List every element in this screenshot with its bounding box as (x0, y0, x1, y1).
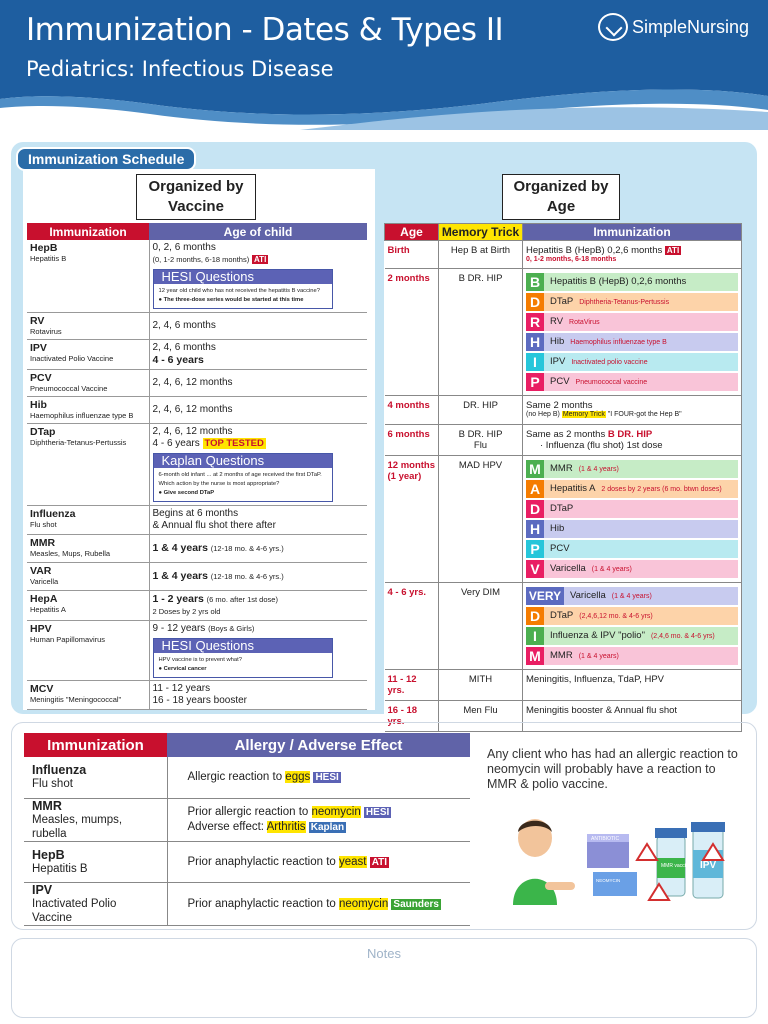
age-label: Birth (385, 241, 439, 269)
letter-row-text (544, 273, 738, 291)
vaccine-letter-row (526, 607, 738, 625)
vaccine-letter-row (526, 627, 738, 645)
vaccine-label: Hib (550, 523, 565, 534)
vaccine-sublabel: Diphtheria-Tetanus-Pertussis (579, 299, 670, 306)
age-schedule-2: 4 - 6 years (152, 437, 200, 449)
age-note: (6 mo. after 1st dose) (206, 594, 278, 604)
vaccine-name: MMR (30, 536, 56, 549)
vaccine-sublabel: (1 & 4 years) (591, 566, 632, 573)
mnemonic-letter: I (526, 627, 544, 645)
memory-trick: B DR. HIP (439, 269, 523, 396)
vaccine-letter-row (526, 647, 738, 665)
neomycin-box-icon (593, 872, 637, 896)
notes-area[interactable] (11, 938, 757, 1018)
table-row (385, 241, 742, 269)
organized-by-vaccine-heading: Organized by Vaccine (136, 174, 256, 220)
vaccine-desc: Haemophilus influenzae type B (30, 410, 134, 420)
col-immunization: Immunization (523, 224, 742, 241)
vaccine-letter-row (526, 560, 738, 578)
vaccine-label: Hib (550, 336, 565, 347)
vaccine-desc: Inactivated Polio Vaccine (32, 897, 117, 924)
age-schedule: 0, 2, 6 months (152, 242, 216, 253)
col-allergy: Allergy / Adverse Effect (167, 733, 470, 757)
letter-row-text (544, 293, 738, 311)
mnemonic-letter: P (526, 373, 544, 391)
vaccine-letter-row (526, 540, 738, 558)
memory-trick: Men Flu (439, 701, 523, 732)
table-row (24, 882, 470, 925)
vaccine-letter-row (526, 587, 738, 605)
allergen: eggs (285, 771, 311, 784)
mnemonic-letter: H (526, 520, 544, 538)
question-title: HESI Questions (154, 270, 332, 284)
mnemonic-letter: VERY (526, 587, 564, 605)
allergy-text: Prior anaphylactic reaction to (187, 897, 339, 910)
vaccine-label: Varicella (550, 563, 586, 574)
mnemonic-letter: P (526, 540, 544, 558)
vaccine-sublabel: Pneumococcal vaccine (575, 379, 648, 386)
table-row (385, 269, 742, 396)
allergen: neomycin (311, 805, 361, 818)
age-schedule: 2, 4, 6, 12 months (152, 425, 233, 437)
vaccine-desc: Pneumococcal Vaccine (30, 383, 108, 393)
sick-child-icon (513, 819, 575, 905)
letter-row-text (544, 333, 738, 351)
table-row (27, 312, 367, 339)
vaccine-label: DTaP (550, 296, 574, 307)
age-schedule: 1 & 4 years (152, 569, 208, 582)
allergy-text: Allergic reaction to (187, 771, 286, 784)
hesi-question-box (153, 269, 333, 309)
page-subtitle: Pediatrics: Infectious Disease (26, 57, 334, 81)
table-row (385, 396, 742, 425)
source-tag: ATI (371, 856, 388, 868)
question-text: 12 year old child who has not received the hepatitis B vaccine? (158, 288, 320, 294)
age-schedule: Begins at 6 months (152, 507, 239, 519)
mnemonic-letter: D (526, 500, 544, 518)
flu-dose-text: · Influenza (flu shot) 1st dose (540, 440, 663, 451)
vaccine-desc: Flu shot (32, 778, 73, 791)
vaccine-desc: Inactivated Polio Vaccine (30, 353, 114, 363)
age-label: 6 months (385, 425, 439, 456)
age-label: 4 months (385, 396, 439, 425)
vial-label: IPV (700, 860, 717, 871)
vaccine-name: HepB (30, 242, 58, 254)
vaccine-label: Influenza & IPV "polio" (550, 630, 645, 641)
vaccine-letter-row (526, 293, 738, 311)
letter-list-12m (523, 456, 742, 583)
vaccine-name: Influenza (30, 507, 76, 520)
mnemonic-letter: D (526, 293, 544, 311)
vaccine-letter-row (526, 460, 738, 478)
adverse-text: Adverse effect: (187, 820, 267, 833)
question-title: HESI Questions (154, 639, 332, 653)
immunization-text: Meningitis booster & Annual flu shot (523, 701, 742, 732)
vaccine-name: HepA (30, 592, 58, 605)
source-tag: HESI (365, 806, 390, 818)
immunization-text: Hepatitis B (HepB) 0,2,6 months (526, 245, 663, 256)
mnemonic-letter: V (526, 560, 544, 578)
organized-by-age-heading: Organized by Age (502, 174, 620, 220)
vaccine-letter-row (526, 273, 738, 291)
vaccine-desc: Human Papillomavirus (30, 634, 106, 644)
age-schedule-2: & Annual flu shot there after (152, 519, 276, 531)
col-memory-trick: Memory Trick (439, 224, 523, 241)
brand-name: SimpleNursing (632, 16, 750, 37)
age-label: 12 months (1 year) (385, 456, 439, 583)
letter-row-text (544, 460, 738, 478)
letter-row-text (544, 353, 738, 371)
stethoscope-heart-icon (598, 13, 628, 41)
vaccine-sublabel: RotaVirus (569, 319, 600, 326)
vial-label: MMR vaccine (661, 863, 692, 869)
table-row (27, 680, 367, 709)
vaccine-sublabel: (1 & 4 years) (578, 653, 619, 660)
mnemonic-letter: A (526, 480, 544, 498)
header-banner (0, 0, 768, 130)
letter-row-text (544, 520, 738, 538)
table-row (24, 757, 470, 798)
vaccine-desc: Rotavirus (30, 326, 62, 336)
letter-row-text (544, 500, 738, 518)
letter-row-text (544, 373, 738, 391)
table-row (27, 423, 367, 505)
vaccine-name: VAR (30, 564, 52, 577)
vaccine-sublabel: (2,4,6,12 mo. & 4-6 yrs) (579, 613, 653, 620)
age-schedule: 2, 4, 6 months (149, 312, 367, 339)
letter-row-text (544, 560, 738, 578)
age-note: (Boys & Girls) (208, 623, 255, 633)
vaccine-sublabel: (1 & 4 years) (578, 466, 619, 473)
allergen: yeast (339, 855, 367, 868)
mnemonic-letter: M (526, 460, 544, 478)
vaccine-label: Varicella (570, 590, 606, 601)
memory-trick: MITH (439, 670, 523, 701)
question-text: HPV vaccine is to prevent what? (158, 656, 242, 663)
memory-trick-tag: Memory Trick (562, 411, 605, 418)
age-schedule: 2, 4, 6, 12 months (149, 396, 367, 423)
age-schedule-2: 16 - 18 years booster (152, 694, 247, 706)
immunization-text: Same 2 months (526, 400, 593, 411)
age-schedule-2: 2 Doses by 2 yrs old (152, 606, 221, 616)
question-title: Kaplan Questions (154, 454, 332, 468)
hesi-question-box (153, 638, 333, 678)
memory-trick: MAD HPV (439, 456, 523, 583)
vaccine-label: PCV (550, 543, 570, 554)
table-row (24, 798, 470, 841)
brand-logo (598, 13, 749, 41)
mnemonic-letter: H (526, 333, 544, 351)
immunization-text: Same as 2 months (526, 429, 606, 440)
immunization-note: (no Hep B) (526, 411, 560, 418)
vaccine-label: RV (550, 316, 564, 327)
table-row (27, 590, 367, 620)
age-note: (12-18 mo. & 4-6 yrs.) (210, 543, 284, 553)
page-title: Immunization - Dates & Types II (26, 12, 504, 48)
vaccine-name: HepB (32, 847, 65, 862)
col-immunization: Immunization (27, 223, 149, 240)
table-row (27, 505, 367, 534)
col-age-of-child: Age of child (149, 223, 367, 240)
vaccine-label: Hepatitis B (HepB) 0,2,6 months (550, 276, 687, 287)
vaccine-label: DTaP (550, 610, 574, 621)
table-row (24, 841, 470, 882)
vaccine-desc: Measles, mumps, rubella (32, 813, 123, 840)
table-row (385, 583, 742, 670)
memory-trick: DR. HIP (439, 396, 523, 425)
vaccine-letter-row (526, 373, 738, 391)
question-text: 6-month old infant ... at 2 months of age received the first DTaP. Which action by the nurse is most appropriate? (158, 471, 322, 487)
allergy-text: Prior allergic reaction to (187, 805, 312, 818)
age-schedule: 9 - 12 years (152, 622, 206, 634)
letter-row-text (544, 627, 738, 645)
vaccine-letter-row (526, 313, 738, 331)
letter-row-text (544, 607, 738, 625)
ati-badge: ATI (254, 255, 267, 264)
vaccine-sublabel: Inactivated polio vaccine (571, 359, 648, 366)
child-and-medicine-illustration (505, 810, 745, 920)
vaccine-label: MMR (550, 650, 573, 661)
table-row (385, 456, 742, 583)
age-table (384, 223, 742, 732)
vaccine-letter-row (526, 480, 738, 498)
table-row (27, 240, 367, 312)
top-tested-badge: TOP TESTED (204, 437, 264, 449)
letter-list-2m (523, 269, 742, 396)
memory-trick: B DR. HIP Flu (439, 425, 523, 456)
vaccine-letter-row (526, 520, 738, 538)
question-answer: ● Cervical cancer (158, 665, 207, 672)
source-tag: HESI (315, 772, 339, 784)
immunization-text: Meningitis, Influenza, TdaP, HPV (523, 670, 742, 701)
vaccine-letter-row (526, 500, 738, 518)
box-label: ANTIBIOTIC (591, 836, 620, 842)
col-age: Age (385, 224, 439, 241)
vaccine-name: HPV (30, 622, 52, 635)
mnemonic-letter: M (526, 647, 544, 665)
mnemonic-letter: D (526, 607, 544, 625)
ati-badge: ATI (666, 246, 680, 255)
adverse-effect: Arthritis (266, 820, 306, 833)
letter-list-4-6y (523, 583, 742, 670)
vaccine-sublabel: (1 & 4 years) (611, 593, 652, 600)
box-label: NEOMYCIN (596, 878, 621, 883)
letter-row-text (544, 480, 738, 498)
vaccine-desc: Hepatitis B (30, 254, 67, 263)
age-schedule: 2, 4, 6, 12 months (149, 369, 367, 396)
kaplan-question-box (153, 453, 333, 502)
vaccine-name: Hib (30, 398, 47, 411)
mnemonic-letter: R (526, 313, 544, 331)
vaccine-name: RV (30, 314, 45, 327)
vaccine-name: DTap (30, 425, 56, 438)
memory-quote: "I FOUR-got the Hep B" (607, 411, 682, 418)
table-row (27, 369, 367, 396)
vaccine-desc: Meningitis "Meningococcal" (30, 694, 122, 704)
vaccine-sublabel: 2 doses by 2 years (6 mo. btwn doses) (601, 486, 722, 493)
vaccine-letter-row (526, 353, 738, 371)
memory-trick: Very DIM (439, 583, 523, 670)
vaccine-desc: Varicella (30, 576, 59, 586)
memory-trick: Hep B at Birth (439, 241, 523, 269)
age-schedule: 11 - 12 years (152, 682, 211, 694)
vaccine-name: IPV (30, 341, 47, 354)
vaccine-name: MMR (32, 798, 62, 813)
letter-row-text (564, 587, 738, 605)
vaccine-desc: Diphtheria-Tetanus-Pertussis (30, 437, 127, 447)
vaccine-label: MMR (550, 463, 573, 474)
schedule-title: Immunization Schedule (16, 147, 196, 171)
allergy-text: Prior anaphylactic reaction to (187, 855, 339, 868)
age-schedule: 2, 4, 6 months (152, 341, 216, 353)
letter-row-text (544, 540, 738, 558)
age-schedule-2: 4 - 6 years (152, 353, 204, 366)
neomycin-note: Any client who has had an allergic reaction to neomycin will probably have a reaction to MMR & polio vaccine. (487, 747, 738, 791)
allergy-table (24, 733, 470, 926)
vaccine-sublabel: Haemophilus influenzae type B (570, 339, 667, 346)
mnemonic-letter: I (526, 353, 544, 371)
age-note: (0, 1-2 months, 6-18 months) (152, 255, 250, 264)
age-schedule: 1 & 4 years (152, 541, 208, 554)
table-row (27, 339, 367, 369)
table-row (27, 396, 367, 423)
age-label: 2 months (385, 269, 439, 396)
mnemonic-letter: B (526, 273, 544, 291)
age-note: (12-18 mo. & 4-6 yrs.) (210, 571, 284, 581)
vaccine-table (27, 223, 367, 710)
source-tag: Saunders (393, 898, 439, 910)
vaccine-label: PCV (550, 376, 570, 387)
vaccine-label: IPV (550, 356, 566, 367)
vaccine-name: IPV (32, 882, 53, 897)
letter-row-text (544, 647, 738, 665)
table-row (385, 670, 742, 701)
immunization-subtext: 0, 1-2 months, 6-18 months (526, 256, 617, 263)
vaccine-desc: Hepatitis A (30, 604, 66, 614)
vaccine-name: Influenza (32, 763, 87, 778)
table-row (385, 425, 742, 456)
question-answer: ● Give second DTaP (158, 489, 215, 496)
question-answer: ● The three-dose series would be started at this time (158, 297, 304, 303)
vaccine-name: MCV (30, 682, 54, 695)
notes-label: Notes (367, 946, 401, 961)
allergen: neomycin (339, 897, 389, 910)
vaccine-desc: Measles, Mups, Rubella (30, 548, 111, 558)
immunization-highlight: B DR. HIP (607, 429, 653, 440)
antibiotic-box-icon (587, 834, 629, 868)
vaccine-desc: Flu shot (30, 519, 57, 529)
vaccine-desc: Hepatitis B (32, 862, 88, 875)
col-immunization: Immunization (24, 733, 167, 757)
vaccine-sublabel: (2,4,6 mo. & 4-6 yrs) (650, 633, 715, 640)
age-schedule: 1 - 2 years (152, 592, 204, 605)
table-row (27, 562, 367, 590)
source-tag: Kaplan (310, 821, 345, 833)
letter-row-text (544, 313, 738, 331)
age-label: 4 - 6 yrs. (385, 583, 439, 670)
vaccine-name: PCV (30, 371, 52, 384)
vaccine-label: DTaP (550, 503, 574, 514)
age-label: 11 - 12 yrs. (385, 670, 439, 701)
vaccine-letter-row (526, 333, 738, 351)
age-label: 16 - 18 yrs. (385, 701, 439, 732)
table-row (27, 534, 367, 562)
table-row (27, 620, 367, 680)
vaccine-label: Hepatitis A (550, 483, 596, 494)
